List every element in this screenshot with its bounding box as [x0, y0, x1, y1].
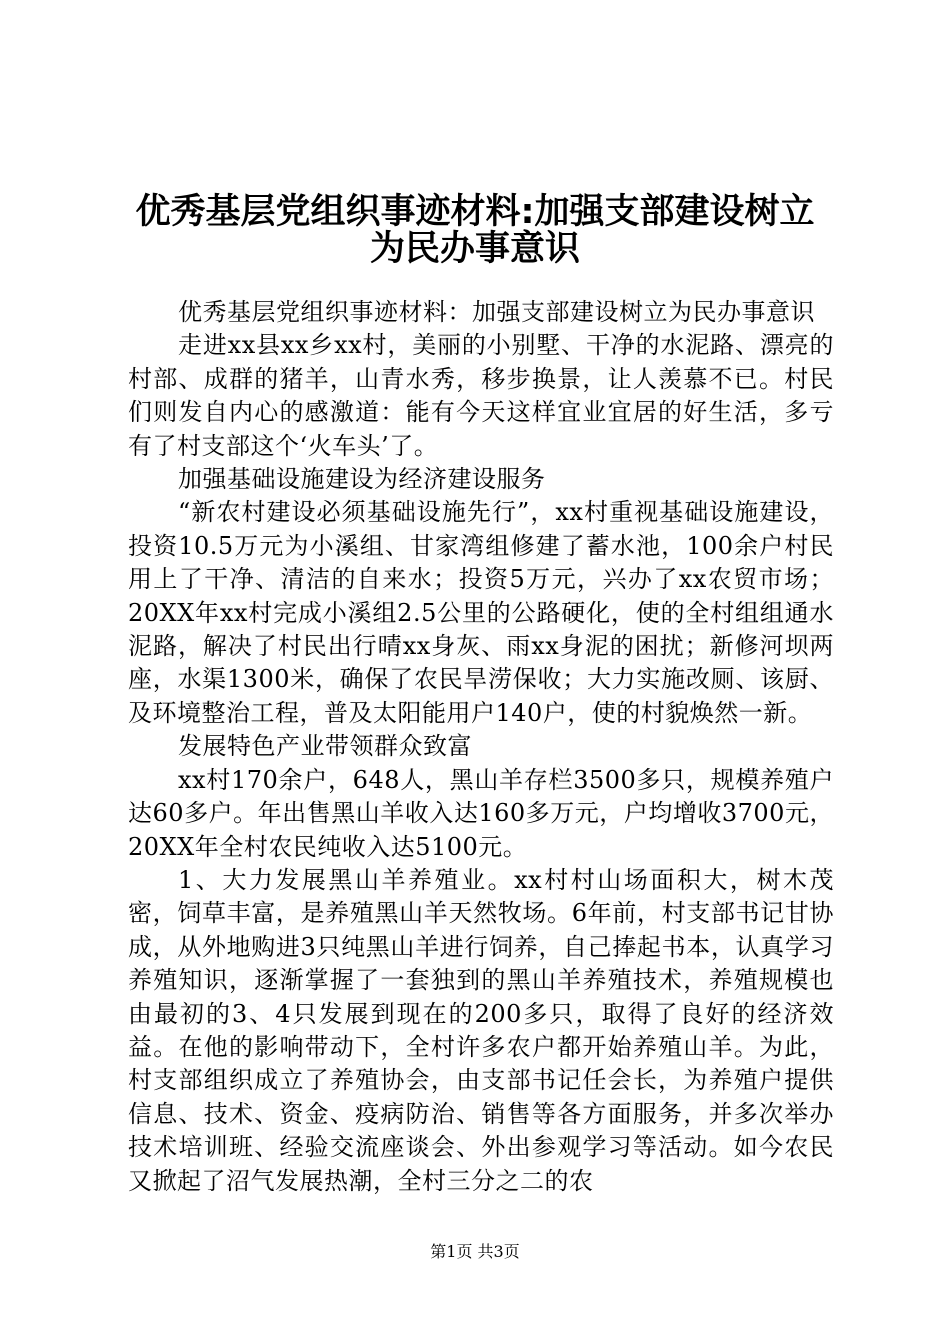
paragraph-industry-stats: xx村170余户，648人，黑山羊存栏3500多只，规模养殖户达60多户。年出售黑山羊收入达160多万元，户均增收3700元，20XX年全村农民纯收入达5100元。 — [128, 765, 834, 861]
section-heading-industry: 发展特色产业带领群众致富 — [178, 732, 472, 761]
paragraph-subtitle: 优秀基层党组织事迹材料：加强支部建设树立为民办事意识 — [178, 298, 815, 326]
document-body — [128, 296, 834, 1198]
page-footer: 第1页 共3页 — [430, 1242, 520, 1261]
paragraph-goat-farming: 1、大力发展黑山羊养殖业。xx村村山场面积大，树木茂密，饲草丰富，是养殖黑山羊天然牧场。6年前，村支部书记甘协成，从外地购进3只纯黑山羊进行饲养，自己捧起书本，认真学习养殖知识，逐渐掌握了一套独到的黑山羊养殖技术，养殖规模也由最初的3、4只发展到现在的200多只，取得了良好的经济效益。在他的影响带动下，全村许多农户都开始养殖山羊。为此，村支部组织成立了养殖协会，由支部书记任会长，为养殖户提供信息、技术、资金、疫病防治、销售等各方面服务，并多次举办技术培训班、经验交流座谈会、外出参观学习等活动。如今农民又掀起了沼气发展热潮，全村三分之二的农 — [128, 865, 834, 1195]
paragraph-infrastructure: “新农村建设必须基础设施先行”，xx村重视基础设施建设，投资10.5万元为小溪组、甘家湾组修建了蓄水池，100余户村民用上了干净、清洁的自来水；投资5万元，兴办了xx农贸市场；20XX年xx村完成小溪组2.5公里的公路硬化，使的全村组组通水泥路，解决了村民出行晴xx身灰、雨xx身泥的困扰；新修河坝两座，水渠1300米，确保了农民旱涝保收；大力实施改厕、该厨、及环境整治工程，普及太阳能用户140户，使的村貌焕然一新。 — [128, 498, 834, 727]
document-title-line-2: 为民办事意识 — [369, 229, 580, 269]
section-heading-infrastructure: 加强基础设施建设为经济建设服务 — [178, 465, 546, 494]
paragraph-intro: 走进xx县xx乡xx村，美丽的小别墅、干净的水泥路、漂亮的村部、成群的猪羊，山青水秀，移步换景，让人羡慕不已。村民们则发自内心的感激道：能有今天这样宜业宜居的好生活，多亏有了村支部这个‘火车头’了。 — [128, 331, 834, 460]
document-title-line-1: 优秀基层党组织事迹材料:加强支部建设树立 — [135, 192, 815, 232]
